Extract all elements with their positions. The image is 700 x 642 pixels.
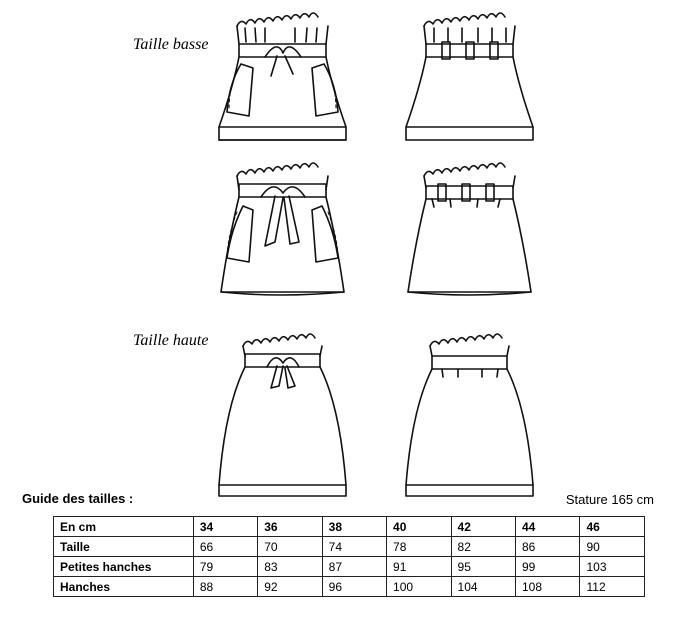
table-cell: 74 [322, 537, 386, 557]
table-cell: 108 [516, 577, 580, 597]
stature-note: Stature 165 cm [565, 492, 654, 507]
table-cell: 88 [193, 577, 257, 597]
table-cell: 86 [516, 537, 580, 557]
table-cell: 99 [516, 557, 580, 577]
table-row [54, 537, 645, 557]
table-cell: 92 [258, 577, 322, 597]
skirt-high-front [215, 336, 350, 516]
skirt-high-back [402, 336, 537, 516]
skirt-low-front-2 [215, 166, 350, 308]
table-cell: 103 [580, 557, 645, 577]
table-cell: 70 [258, 537, 322, 557]
table-cell: 90 [580, 537, 645, 557]
skirt-low-back-1 [402, 16, 537, 158]
table-row [54, 577, 645, 597]
table-cell: 100 [387, 577, 451, 597]
row-label: Petites hanches [54, 557, 194, 577]
header-cell: En cm [54, 517, 194, 537]
row-label: Hanches [54, 577, 194, 597]
header-cell: 46 [580, 517, 645, 537]
table-cell: 83 [258, 557, 322, 577]
label-taille-haute: Taille haute [133, 332, 209, 349]
size-guide-title: Guide des tailles : [22, 491, 134, 506]
table-cell: 91 [387, 557, 451, 577]
row-label: Taille [54, 537, 194, 557]
skirt-low-front-1 [215, 16, 350, 158]
header-cell: 34 [193, 517, 257, 537]
header-cell: 42 [451, 517, 515, 537]
label-taille-basse: Taille basse [133, 36, 209, 53]
header-cell: 36 [258, 517, 322, 537]
table-cell: 104 [451, 577, 515, 597]
table-cell: 78 [387, 537, 451, 557]
table-cell: 96 [322, 577, 386, 597]
table-cell: 66 [193, 537, 257, 557]
header-cell: 40 [387, 517, 451, 537]
table-row [54, 557, 645, 577]
table-cell: 87 [322, 557, 386, 577]
skirt-low-back-2 [402, 166, 537, 308]
table-cell: 79 [193, 557, 257, 577]
table-header-row [54, 517, 645, 537]
header-cell: 44 [516, 517, 580, 537]
table-cell: 82 [451, 537, 515, 557]
table-cell: 95 [451, 557, 515, 577]
size-table [53, 516, 645, 597]
header-cell: 38 [322, 517, 386, 537]
table-cell: 112 [580, 577, 645, 597]
